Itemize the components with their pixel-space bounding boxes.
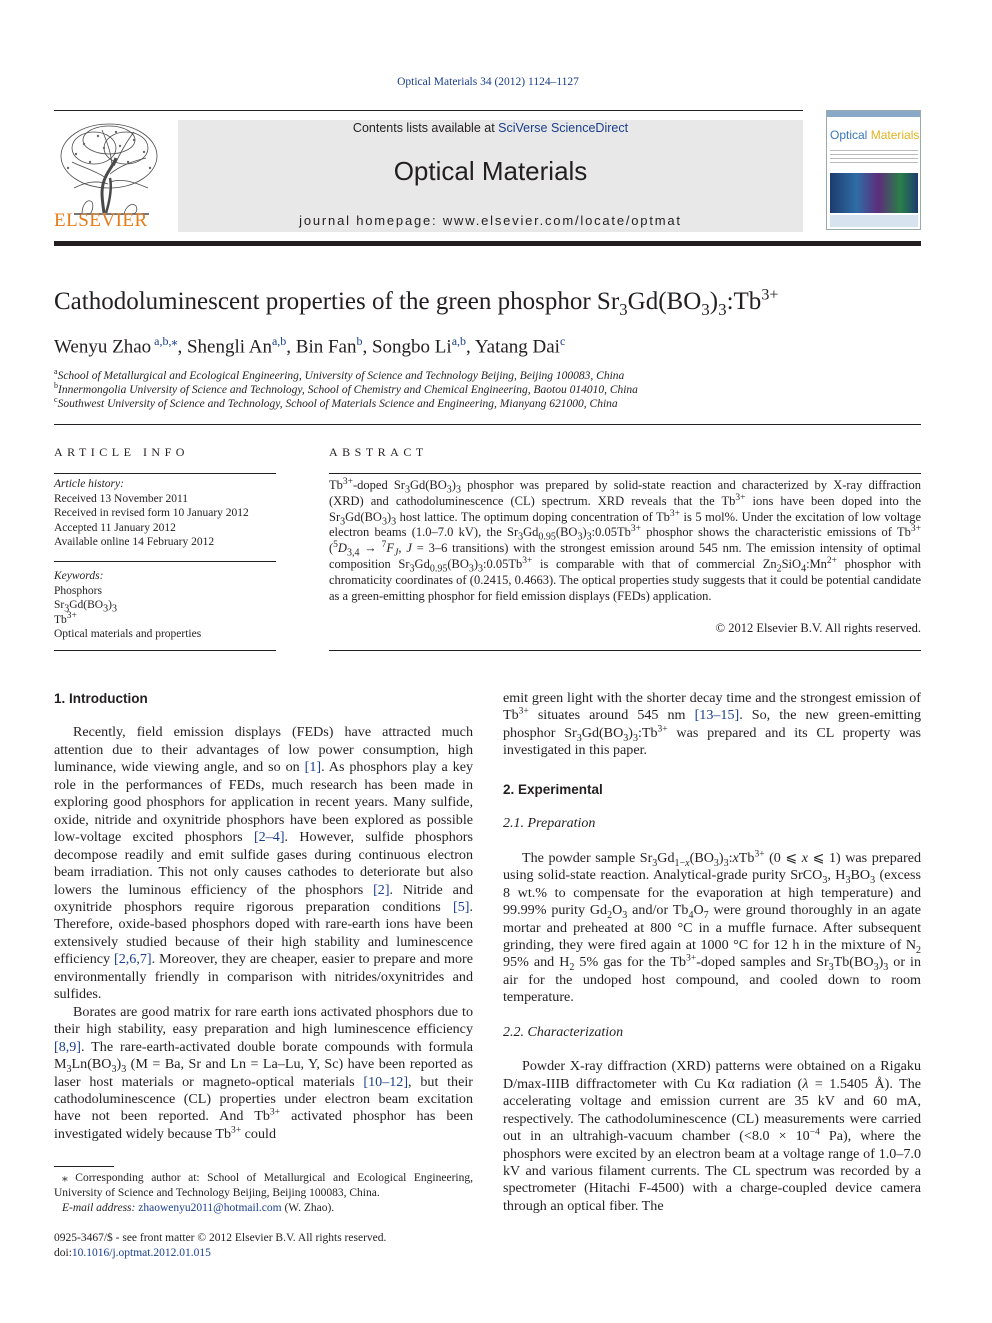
ref-link[interactable]: [1] [304, 759, 322, 776]
kw-sub: 3 [103, 603, 109, 615]
abstract-text: $Tb^{3+}$-doped $Sr_3Gd(BO_3)_3$ phosphor was prepared by solid-state reaction and characterized by X-ray diffraction (XRD) and cathodoluminescence (CL) spectrum. XRD reveals that the $Tb^{3+}$ ions have been doped into the $Sr_3Gd(BO_3)_3$ host lattice. The optimum doping concentration of $Tb^{3+}$ is 5 mol%. Under the excitation of low voltage electron beams (1.0–7.0 kV), the $Sr_3Gd_{0.95}(BO_3)_3:0.05Tb^{3+}$ phosphor shows the characteristic emissions of $Tb^{3+}$ ($^5D_{3,4} \to ^7F_J$, J = 3–6 transitions) with the strongest emission around 545 nm. The emission intensity of optimal composition $Sr_3Gd_{0.95}(BO_3)_3:0.05Tb^{3+}$ is comparable with that of commercial $Zn_2SiO_4:Mn^{2+}$ phosphor with chromaticity coordinates of (0.2415, 0.4663). The optical properties study suggests that it could be potential candidate as a green-emitting phosphor for field emission displays (FEDs) application. [329, 476, 922, 603]
author-affiliation-marks[interactable]: a,b [271, 334, 287, 348]
author-name: Songbo Li [371, 336, 452, 358]
title-part: Gd(BO [627, 288, 702, 315]
affil-text: Southwest University of Science and Technology, School of Materials Science and Engineering, Mianyang 621000, China [57, 397, 618, 410]
cover-title [830, 128, 919, 142]
journal-cover[interactable] [826, 110, 921, 230]
article-info-bottom-rule [54, 650, 276, 651]
section-heading-experimental: 2. Experimental [503, 781, 603, 797]
intro-paragraph-2-cont: emit green light with the shorter decay time and the strongest emission of $Tb^{3+}$ situates around 545 nm [13–15]. So, the new green-emitting phosphor $Sr_3Gd(BO_3)_3:Tb^{3+}$ was prepared and its CL property was investigated in this paper. [503, 690, 922, 759]
intro-paragraph-1: Recently, field emission displays (FEDs) have attracted much attention due to their advantages of low power consumption, high luminance, wide viewing angle, and so on [1]. As phosphors play a key role in the performances of FEDs, much research has been made in exploring good phosphors for application in recent years. Many sulfide, oxide, nitride and oxynitride phosphors have been explored as possible low-voltage excited phosphors [2–4]. However, sulfide phosphors decompose readily and emit sulfide gases during continuous electron beam irradiation. This not only causes cathodes to deteriorate but also lowers the luminous efficiency of the phosphors [2]. Nitride and oxynitride phosphors require rigorous preparation conditions [5]. Therefore, oxide-based phosphors doped with rare-earth ions have been extensively studied because of their high stability and luminescence efficiency [2,6,7]. Moreover, they are cheaper, easier to prepare and more environmentally friendly in comparison with nitrides/oxynitrides and sulfides. [54, 724, 474, 1003]
homepage-url[interactable]: www.elsevier.com/locate/optmat [442, 213, 682, 228]
title-block-rule [54, 424, 921, 425]
corresponding-footnote [54, 1171, 473, 1216]
doi-line [54, 1246, 534, 1261]
article-info-rule [54, 473, 276, 474]
keyword [54, 598, 276, 613]
kw-sub: 3 [111, 603, 117, 615]
cover-title-2: Materials [870, 128, 920, 142]
title-sub: 3 [701, 300, 710, 319]
cover-image [830, 173, 918, 213]
affil-mark: b [54, 381, 58, 390]
cover-title-1: Optical [830, 128, 868, 142]
article-history [54, 477, 276, 550]
corresponding-note [54, 1171, 473, 1201]
author-affiliation-marks[interactable]: a,b [451, 334, 467, 348]
title-sub: 3 [718, 300, 727, 319]
preparation-paragraph: The powder sample $Sr_3Gd_{1-x}(BO_3)_3:xTb^{3+}$ (0 ⩽ x ⩽ 1) was prepared using solid-state reaction. Analytical-grade purity SrCO$_3$, $H_3BO_3$ (excess 8 wt.% to compensate for the evaporation at high temperature) and 99.99% purity $Gd_2O_3$ and/or $Tb_4O_7$ were ground thoroughly in an agate mortar and preheated at 800 °C in a muffle furnace. After subsequent grinding, they were fired again at 1000 °C for 12 h in the mixture of $N_2$ 95% and $H_2$ 5% gas for the $Tb^{3+}$-doped samples and $Sr_3Tb(BO_3)_3$ or in air for the undoped host compound, and cooled down to room temperature. [503, 849, 922, 1006]
ref-link[interactable]: [8,9] [54, 1038, 82, 1055]
email-label: E-mail address: [62, 1202, 139, 1214]
author-affiliation-marks[interactable]: c [559, 334, 566, 348]
author-name: Yatang Dai [474, 336, 560, 358]
kw-part: Sr [54, 599, 65, 611]
affil-text: Innermongolia University of Science and Technology, School of Chemistry and Chemical Engineering, Baotou 014010, China [58, 383, 638, 396]
affil-text: School of Metallurgical and Ecological Engineering, University of Science and Technology Beijing, Beijing 100083, China [57, 369, 625, 382]
journal-citation[interactable]: Optical Materials 34 (2012) 1124–1127 [397, 76, 579, 88]
homepage-prefix: journal homepage: [299, 213, 443, 228]
subsection-heading-preparation: 2.1. Preparation [503, 816, 596, 832]
journal-title: Optical Materials [393, 156, 588, 186]
keywords [54, 569, 276, 642]
title-part: :Tb [726, 288, 762, 315]
right-column [503, 690, 921, 1215]
affiliation-a [54, 367, 921, 382]
abstract-rule [329, 473, 921, 474]
kw-part: Gd(BO [69, 599, 104, 611]
keyword: Optical materials and properties [54, 628, 202, 640]
article-title [54, 286, 921, 319]
left-column [54, 690, 473, 1143]
keyword: Phosphors [54, 584, 102, 597]
corresponding-star: ⁎ [171, 334, 178, 348]
keywords-rule [54, 561, 276, 562]
cover-top-band [827, 111, 921, 117]
cover-bottom-band [830, 215, 918, 227]
author-affiliation-marks[interactable]: b [356, 334, 363, 348]
front-matter-meta [54, 1231, 534, 1260]
author-name: Shengli An [186, 336, 272, 358]
email-note [54, 1201, 473, 1216]
homepage-line [178, 213, 803, 228]
keyword [54, 610, 276, 628]
characterization-paragraph: Powder X-ray diffraction (XRD) patterns were obtained on a Rigaku D/max-IIIB diffractometer with Cu Kα radiation (λ = 1.5405 Å). The accelerating voltage and emission current are 35 kV and 60 mA, respectively. The cathodoluminescence (CL) measurements were carried out in an ultrahigh-vacuum chamber ($<8.0 \times 10^{-4}$ Pa), where the phosphors were excited by an electron beam at a voltage range of 1.0–7.0 kV and various filament currents. The CL spectrum was recorded by a spectrometer (Hitachi F-4500) with a charge-coupled device camera through an optical fiber. The [503, 1058, 921, 1214]
affiliation-c [54, 395, 921, 410]
affiliation-b [54, 381, 921, 396]
ref-link[interactable]: [2–4] [253, 829, 285, 846]
email-link[interactable]: zhaowenyu2011@hotmail.com [138, 1202, 282, 1214]
ref-link[interactable]: [10–12] [363, 1073, 409, 1090]
title-part: ) [709, 288, 719, 315]
title-sup: 3+ [761, 286, 779, 304]
author-name: Wenyu Zhao [54, 336, 152, 358]
keywords-label: Keywords: [54, 570, 104, 582]
abstract-bottom-rule [329, 650, 921, 651]
kw-sup: 3+ [66, 610, 77, 621]
section-heading-introduction: 1. Introduction [54, 691, 148, 706]
cover-text-lines [830, 147, 918, 169]
header-bottom-rule [54, 241, 921, 246]
title-part: Cathodoluminescent properties of the green phosphor Sr [54, 288, 620, 315]
doi-label: doi: [54, 1246, 72, 1259]
affil-mark: a [54, 367, 58, 376]
footnote-star: ⁎ [62, 1172, 68, 1184]
sciverse-link[interactable]: SciVerse ScienceDirect [498, 121, 629, 135]
footnote-text: Corresponding author at: School of Metallurgical and Ecological Engineering, University of Science and Technology Beijing, Beijing 100083, China. [54, 1172, 473, 1199]
kw-part: ) [108, 599, 112, 611]
footnote-rule [54, 1166, 114, 1167]
author-affiliation-marks[interactable] [151, 334, 177, 348]
subsection-heading-characterization: 2.2. Characterization [503, 1024, 624, 1040]
history-revised: Received in revised form 10 January 2012 [54, 507, 249, 519]
author-list: Wenyu Zhao $^{a,b,⁎}$, Shengli An$^{a,b}$, Bin Fan$^b$, Songbo Li$^{a,b}$, Yatang Dai$^c$ [54, 334, 566, 358]
intro-paragraph-2: Borates are good matrix for rare earth ions activated phosphors due to their high stability, easy preparation and high luminescence efficiency [8,9]. The rare-earth-activated double borate compounds with formula $M_3Ln(BO_3)_3$ (M = Ba, Sr and Ln = La–Lu, Y, Sc) have been reported as laser host materials or magneto-optical materials [10–12], but their cathodoluminescence (CL) properties under electron beam excitation have not been reported. And $Tb^{3+}$ activated phosphor has been investigated widely because $Tb^{3+}$ could [54, 1003, 473, 1142]
ref-link[interactable]: [2] [373, 881, 390, 898]
contents-prefix: Contents lists available at [352, 121, 499, 135]
kw-part: Tb [54, 613, 67, 626]
title-sub: 3 [619, 300, 628, 319]
history-online: Available online 14 February 2012 [54, 536, 215, 548]
ref-link[interactable]: [2,6,7] [114, 951, 152, 968]
ref-link[interactable]: [13–15] [694, 707, 740, 724]
affil-mark: c [54, 395, 58, 404]
issn-line: 0925-3467/$ - see front matter © 2012 Elsevier B.V. All rights reserved. [54, 1232, 387, 1244]
history-accepted: Accepted 11 January 2012 [54, 521, 176, 534]
email-owner: (W. Zhao). [281, 1202, 335, 1214]
header-top-rule [54, 110, 803, 111]
abstract-heading: ABSTRACT [329, 445, 428, 459]
history-label: Article history: [54, 478, 124, 490]
article-info-heading: ARTICLE INFO [54, 445, 189, 459]
elsevier-wordmark: ELSEVIER [54, 210, 148, 231]
author-aff: a,b, [154, 334, 172, 348]
contents-line [178, 121, 803, 135]
ref-link[interactable]: [5] [453, 898, 470, 915]
history-received: Received 13 November 2011 [54, 492, 189, 505]
doi-link[interactable]: 10.1016/j.optmat.2012.01.015 [71, 1246, 211, 1259]
abstract-copyright: © 2012 Elsevier B.V. All rights reserved. [715, 621, 921, 635]
kw-sub: 3 [64, 603, 70, 615]
author-name: Bin Fan [295, 336, 357, 358]
